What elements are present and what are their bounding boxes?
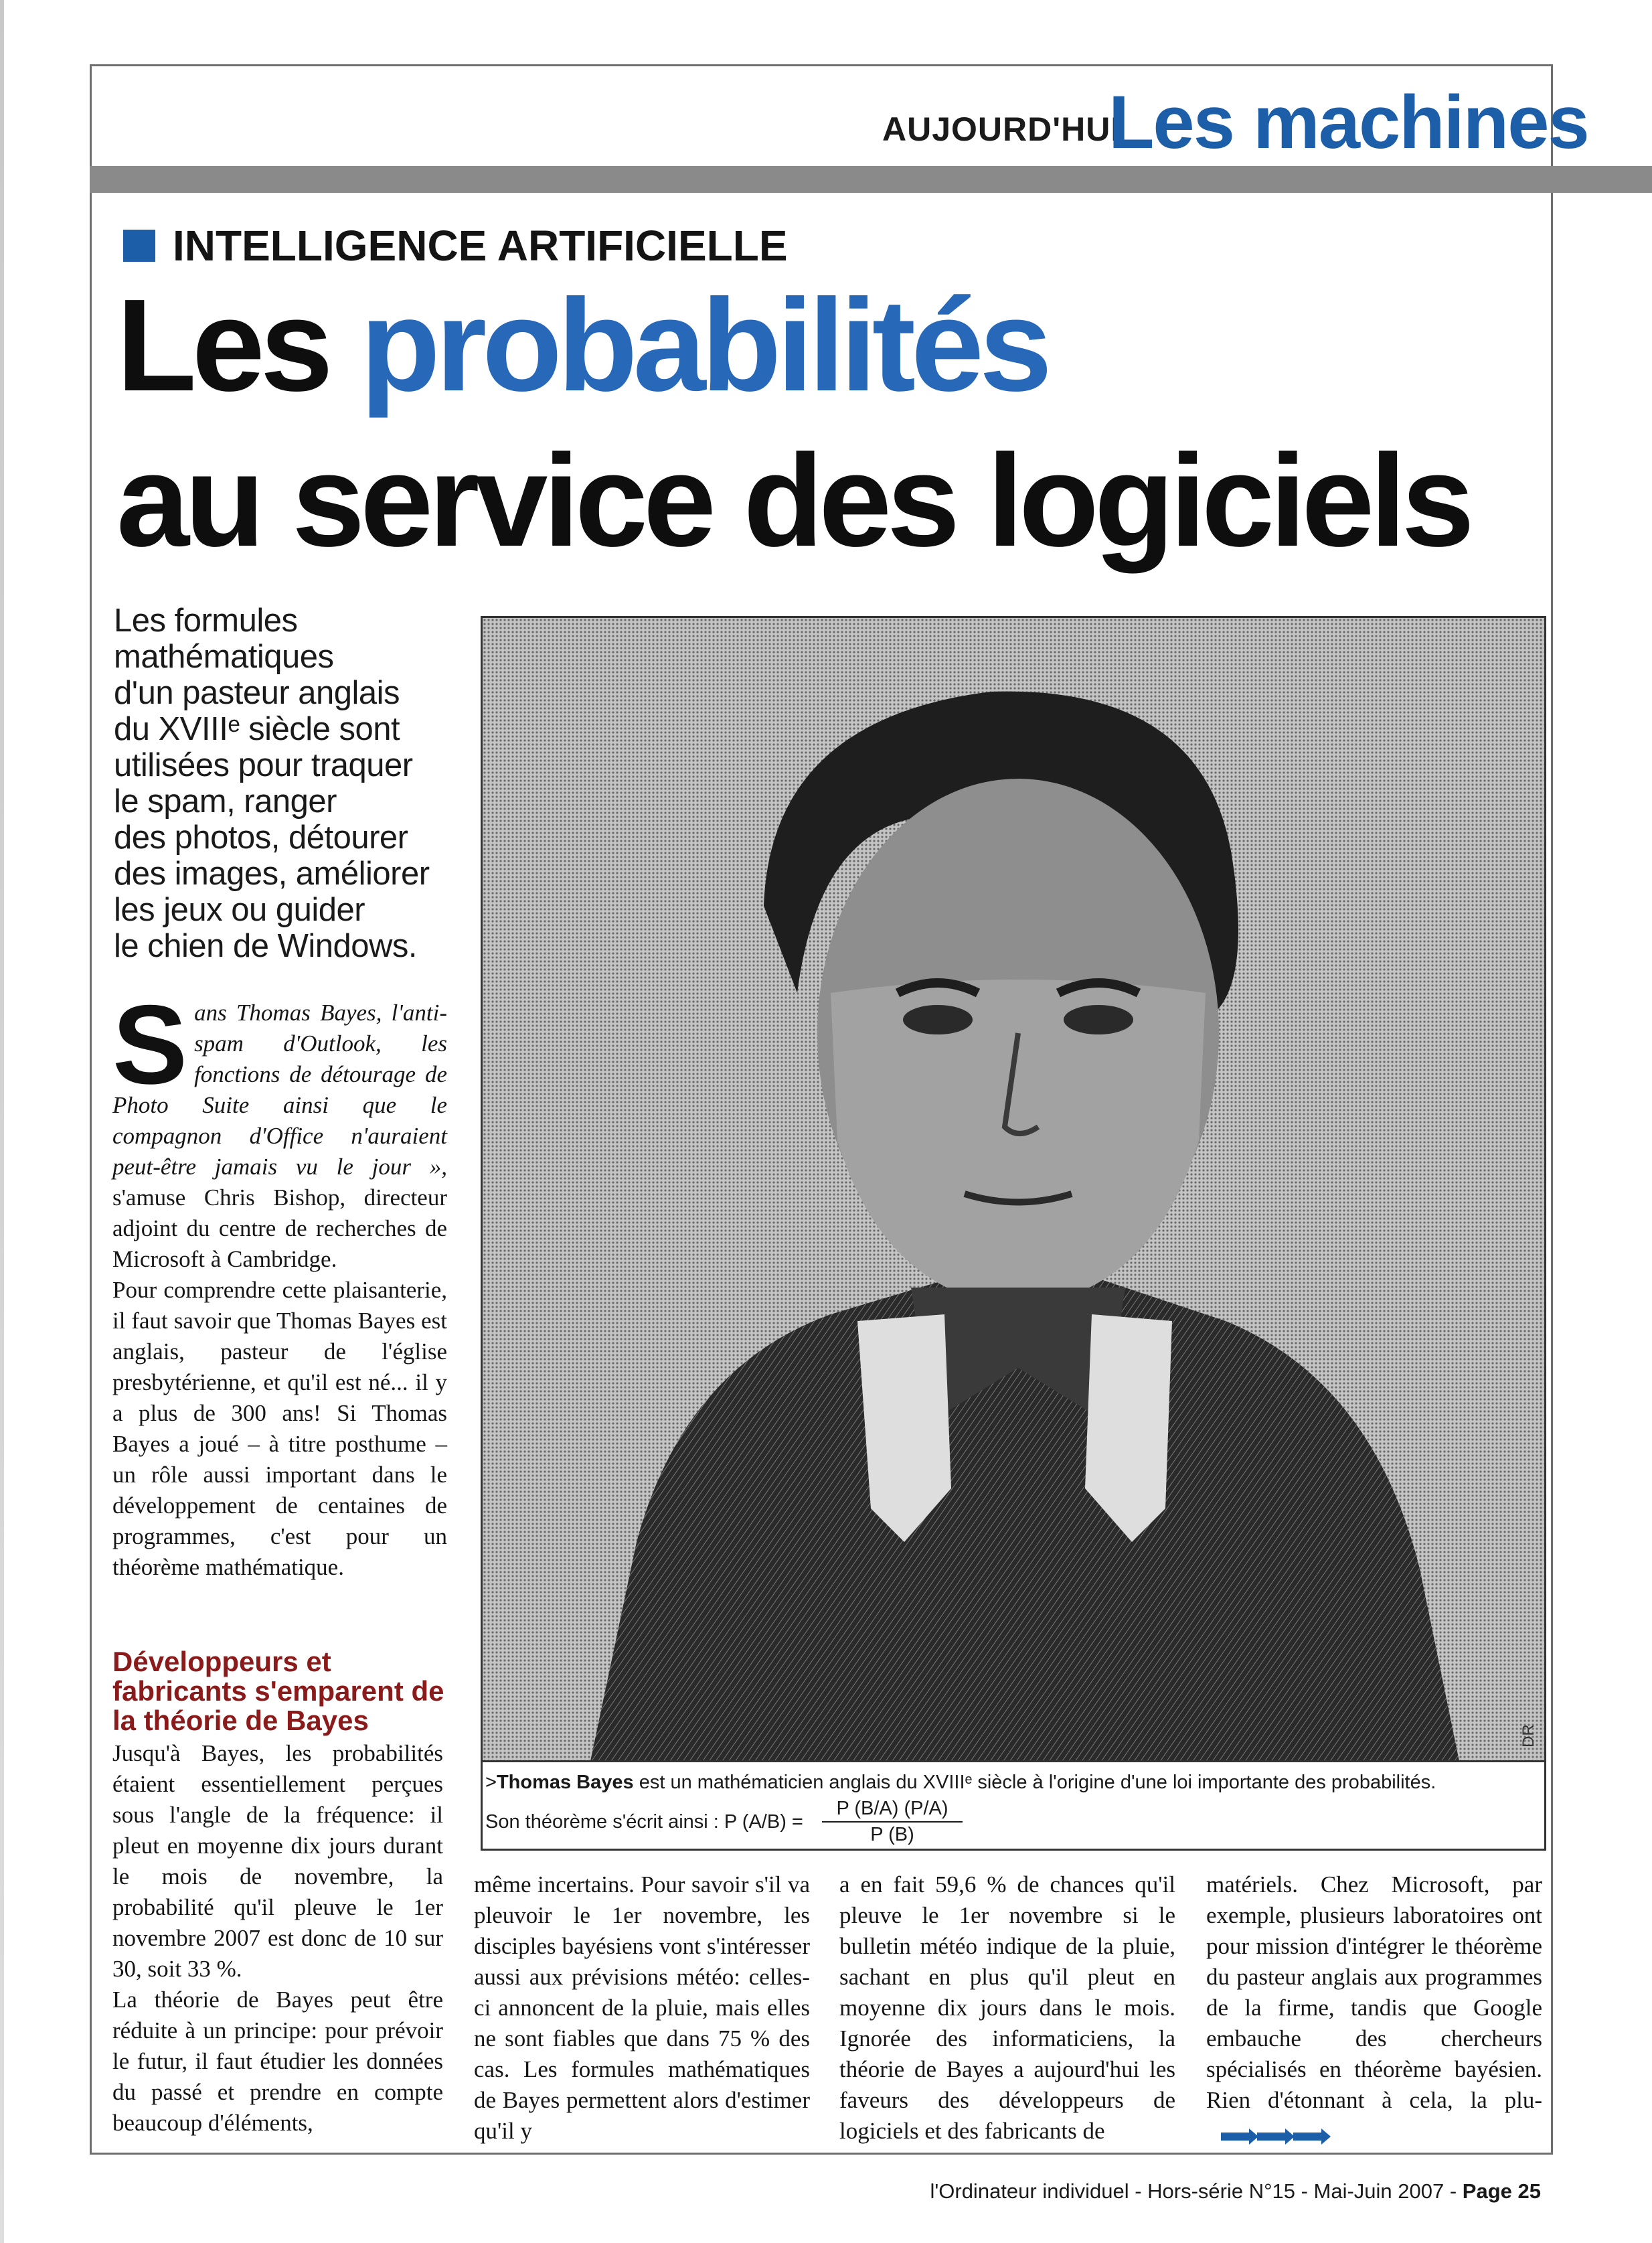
page-footer [924,2179,1541,2203]
caption-marker: > [485,1772,497,1793]
intro-rest: s'amuse Chris Bishop, directeur adjoint du centre de recherches de Microsoft à Cambridge. [112,1184,447,1272]
kicker-square-icon [123,230,155,262]
kicker-text: INTELLIGENCE ARTIFICIELLE [173,222,788,270]
intro-quote: ans Thomas Bayes, l'anti-spam d'Outlook, les fonctions de détourage de Photo Suite ainsi que le compagnon d'Office n'auraient peut-être jamais vu le jour », [112,1000,447,1180]
standfirst-line: utilisées pour traquer [114,747,413,783]
section-title: Les machines [1108,80,1588,164]
portrait-engraving [483,618,1546,1762]
body-column-1b [112,1738,443,2139]
body-text: matériels. Chez Microsoft, par exemple, plusieurs laboratoires ont pour mission d'intégrer le théorème du pasteur anglais aux programmes de la firme, tandis que Google embauche des chercheurs spécialisés en théorème bayésien. Rien d'étonnant à cela, la plu- [1206,1871,1542,2113]
portrait-photo [481,616,1546,1762]
page-edge [0,0,4,2243]
standfirst-line: Les formules [114,603,298,639]
headline-accent: probabilités [360,272,1048,418]
dropcap: S [112,982,188,1107]
headline-line-1 [116,272,1048,418]
caption-name: Thomas Bayes [496,1772,634,1793]
formula-denominator: P (B) [870,1824,914,1845]
body-column-3 [839,1869,1175,2147]
photo-caption [481,1762,1546,1851]
formula-fraction [822,1798,963,1846]
photo-credit: DR [1519,1724,1538,1748]
headline-line-2: au service des logiciels [116,427,1470,574]
standfirst-line: d'un pasteur anglais [114,675,400,711]
formula-numerator: P (B/A) (P/A) [822,1798,963,1823]
standfirst-line: des images, améliorer [114,856,430,892]
standfirst-line: des photos, détourer [114,820,408,856]
standfirst-line: les jeux ou guider [114,892,365,928]
header-rule [90,166,1652,193]
caption-text: est un mathématicien anglais du XVIIIᵉ siècle à l'origine d'une loi importante des probabilités. [633,1772,1436,1793]
caption-line [485,1772,1544,1794]
kicker [123,221,788,270]
body-paragraph: même incertains. Pour savoir s'il va pleuvoir le 1er novembre, les disciples bayésiens vont s'intéresser aussi aux prévisions météo: celles-ci annoncent de la pluie, mais elles ne sont fiables que dans 75 % des cas. Les formules mathématiques de Bayes permettent alors d'estimer qu'il y [474,1871,810,2144]
standfirst [114,603,462,964]
body-column-4 [1206,1869,1542,2149]
section-label: AUJOURD'HUI [882,110,1121,148]
continue-arrows-icon [1214,2118,1323,2149]
standfirst-line: le spam, ranger [114,783,337,820]
body-paragraph: La théorie de Bayes peut être réduite à un principe: pour prévoir le futur, il faut étudier les données du passé et prendre en compte beaucoup d'éléments, [112,1987,443,2136]
body-paragraph: Jusqu'à Bayes, les probabilités étaient essentiellement perçues sous l'angle de la fréquence: il pleut en moyenne dix jours durant le mois de novembre, la probabilité qu'il pleuve le 1er novembre 2007 est donc de 10 sur 30, soit 33 %. [112,1740,443,1982]
subheading: Développeurs et fabricants s'emparent de la théorie de Bayes [112,1646,444,1736]
standfirst-line: le chien de Windows. [114,928,418,964]
body-column-1a [112,982,447,1583]
formula-lead: Son théorème s'écrit ainsi : P (A/B) = [485,1811,803,1833]
standfirst-line: mathématiques [114,639,334,675]
footer-publication: l'Ordinateur individuel - Hors-série N°15 - Mai-Juin 2007 - [930,2179,1463,2203]
body-paragraph: Pour comprendre cette plaisanterie, il faut savoir que Thomas Bayes est anglais, pasteur de l'église presbytérienne, et qu'il est né... il y a plus de 300 ans! Si Thomas Bayes a joué – à titre posthume – un rôle aussi important dans le développement de centaines de programmes, c'est pour un théorème mathématique. [112,1277,447,1580]
body-column-2 [474,1869,810,2147]
footer-page-number: Page 25 [1462,2179,1541,2203]
body-paragraph [1206,1869,1542,2149]
intro-paragraph [112,982,447,1275]
standfirst-line: du XVIIIᵉ siècle sont [114,711,400,747]
headline-part: Les [116,272,361,418]
body-paragraph: a en fait 59,6 % de chances qu'il pleuve le 1er novembre si le bulletin météo indique de la pluie, sachant en plus qu'il pleut en moyenne dix jours dans le mois. Ignorée des informaticiens, la théorie de Bayes a aujourd'hui les faveurs des développeurs de logiciels et des fabricants de [839,1871,1175,2144]
formula [485,1798,1544,1845]
